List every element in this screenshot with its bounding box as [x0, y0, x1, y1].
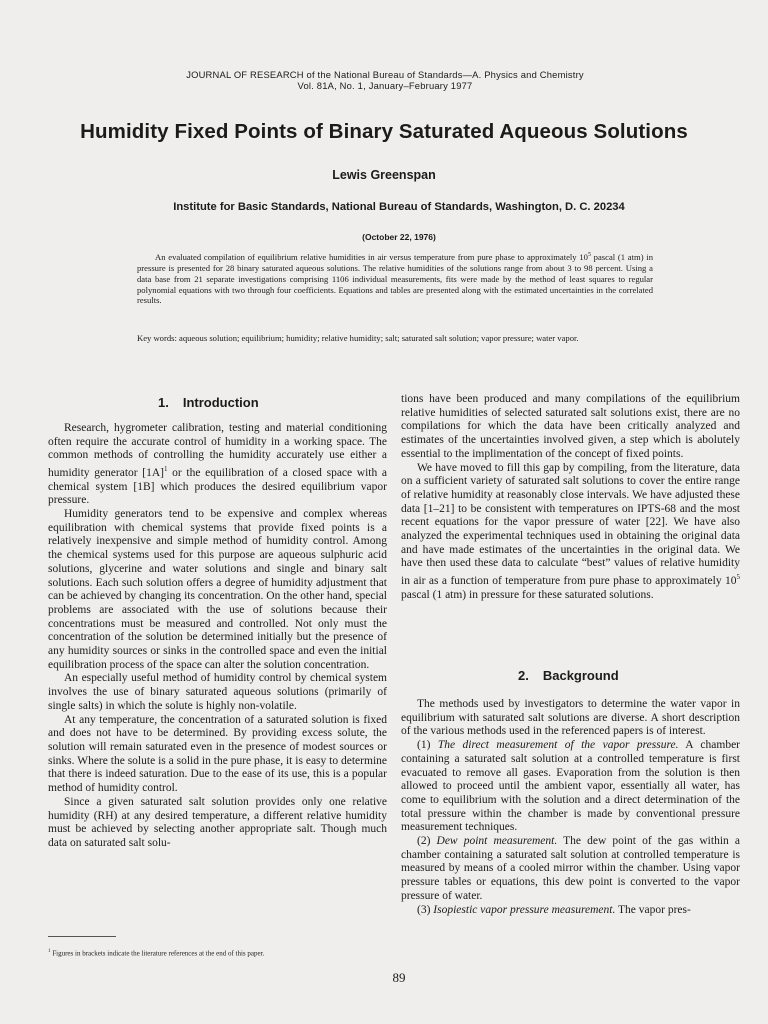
keywords: Key words: aqueous solution; equilibrium; humidity; relative humidity; salt; saturated salt solution; vapor pressure; water vapor. — [137, 333, 579, 343]
paper-affiliation: Institute for Basic Standards, National Bureau of Standards, Washington, D. C. 20234 — [173, 201, 625, 213]
text: pascal (1 atm) in pressure for these saturated solutions. — [401, 588, 654, 601]
text: (3) — [417, 903, 434, 916]
journal-line-1: JOURNAL OF RESEARCH of the National Bureau of Standards—A. Physics and Chemistry — [186, 69, 584, 80]
abstract-text-b: pascal (1 atm) in pressure is presented for 28 binary saturated aqueous solutions. The relative humidities of the solutions range from about 3 to 98 percent. Using a data base from 21 separate investigations comprising 1106 individual measurements, fits were made by the method of least squares to regular polynomial equations with two through four coefficients. Equations and tables are presented along with the estimated uncertainties in the correlated results. — [137, 251, 653, 306]
text: A chamber containing a saturated salt solution at a controlled temperature is first evacuated to remove all gases. Evaporation from the solution is then allowed to proceed until the ambient vapor, essentially all water, has come to equilibrium with the solution and a direct determination of the total pressure within the chamber is made by conventional pressure measurement techniques. — [401, 739, 741, 834]
paragraph — [401, 835, 740, 904]
right-column-top — [401, 393, 740, 602]
paragraph — [401, 904, 740, 918]
paper-title: Humidity Fixed Points of Binary Saturated Aqueous Solutions — [80, 120, 688, 143]
section-number: 1. — [158, 395, 169, 410]
section-number: 2. — [518, 668, 529, 683]
section-heading-introduction — [158, 395, 259, 410]
journal-line-2: Vol. 81A, No. 1, January–February 1977 — [297, 80, 473, 91]
paragraph — [48, 422, 387, 508]
footnote-ref: 1 — [164, 465, 168, 474]
text: or the equilibration of a closed space with a chemical system [1B] which produces the desired equilibrium vapor pressure. — [48, 466, 387, 507]
right-column-bottom — [401, 698, 740, 917]
abstract-text-a: An evaluated compilation of equilibrium relative humidities in air versus temperature from pure phase to approximately 10 — [155, 251, 588, 262]
italic-text: Isopiestic vapor pressure measurement. — [433, 903, 616, 916]
superscript: 5 — [736, 573, 740, 582]
footnote-text: Figures in brackets indicate the literature references at the end of this paper. — [50, 949, 265, 958]
abstract-sup: 5 — [587, 252, 591, 258]
section-title: Introduction — [182, 395, 259, 410]
paper-author: Lewis Greenspan — [332, 168, 436, 182]
abstract — [137, 250, 653, 306]
footnote — [48, 947, 378, 958]
text: (1) — [417, 739, 438, 752]
paragraph: Humidity generators tend to be expensive and complex whereas equilibration with chemical systems that provide fixed points is a relatively inexpensive and simple method of humidity control. Among the chemical systems used for this purpose are aqueous sulphuric acid solutions, glycerine and water solutions and single and binary salt solutions. Each such solution offers a degree of humidity adjustment that can be achieved by changing its concentration. On the other hand, special problems are associated with the use of solutions because their concentrations must be measured and controlled. Not only must the concentration of the solution be determined initially but the presence of any humidity sources or sinks in the controlled space and even the initial equilibration process of the space can alter the solution concentration. — [48, 508, 387, 671]
paragraph: Since a given saturated salt solution provides only one relative humidity (RH) at any desired temperature, a different relative humidity must be achieved by selecting another appropriate salt. Though much data on saturated salt solu- — [48, 795, 387, 849]
section-title: Background — [542, 668, 619, 683]
paragraph — [401, 739, 740, 835]
paragraph: tions have been produced and many compilations of the equilibrium relative humidities of selected saturated salt solutions exist, there are no compilations for which the data have been critically analyzed and estimates of the uncertainties involved given, a step which is abolutely essential to the implimentation of the concept of fixed points. — [401, 393, 740, 460]
text: The vapor pres- — [615, 903, 691, 916]
paragraph: The methods used by investigators to determine the water vapor in equilibrium with saturated salt solutions are diverse. A short description of the various methods used in the referenced papers is of interest. — [401, 698, 740, 738]
text: We have moved to fill this gap by compiling, from the literature, data on a sufficient variety of saturated salt solutions to cover the entire range of relative humidity at reasonably close intervals. We have adjusted these data [1–21] to be consistent with temperatures on IPTS-68 and the most recent equations for the vapor pressure of water [22]. We have also analyzed the experimental techniques used in obtaining the original data and have made estimates of the uncertainties in the original data. We have then used these data to calculate “best” values of relative humidity in air as a function of temperature from pure phase to approximately 10 — [401, 461, 740, 587]
text: The dew point of the gas within a chamber containing a saturated salt solution at controlled temperature is measured by means of a cooled mirror within the chamber. Using vapor pressure tables or equations, this dew point is converted to the vapor pressure of water. — [401, 835, 740, 902]
section-heading-background — [518, 668, 619, 683]
italic-text: Dew point measurement. — [436, 835, 558, 848]
paragraph — [401, 462, 740, 603]
left-column — [48, 422, 387, 851]
paragraph: At any temperature, the concentration of a saturated solution is fixed and does not have to be determined. By providing excess solute, the solution will remain saturated even in the presence of modest sources or sinks. Where the solute is a solid in the pure phase, it is easy to determine that there is indeed saturation. Due to the ease of its use, this is a popular method of humidity control. — [48, 713, 387, 795]
paper-date: (October 22, 1976) — [362, 232, 436, 242]
text: Research, hygrometer calibration, testing and material conditioning often require the accurate control of humidity in a working space. The common methods of controlling the humidity accurately use either a humidity generator [1A] — [48, 422, 387, 479]
footnote-marker: 1 — [48, 949, 51, 954]
journal-header — [150, 69, 620, 91]
text: (2) — [417, 835, 437, 848]
italic-text: The direct measurement of the vapor pressure. — [437, 739, 679, 752]
paragraph: An especially useful method of humidity control by chemical system involves the use of binary saturated aqueous solutions (primarily of single salts) in which the solute is highly non-volatile. — [48, 672, 387, 712]
footnote-divider — [48, 936, 116, 937]
page-number: 89 — [392, 970, 406, 985]
